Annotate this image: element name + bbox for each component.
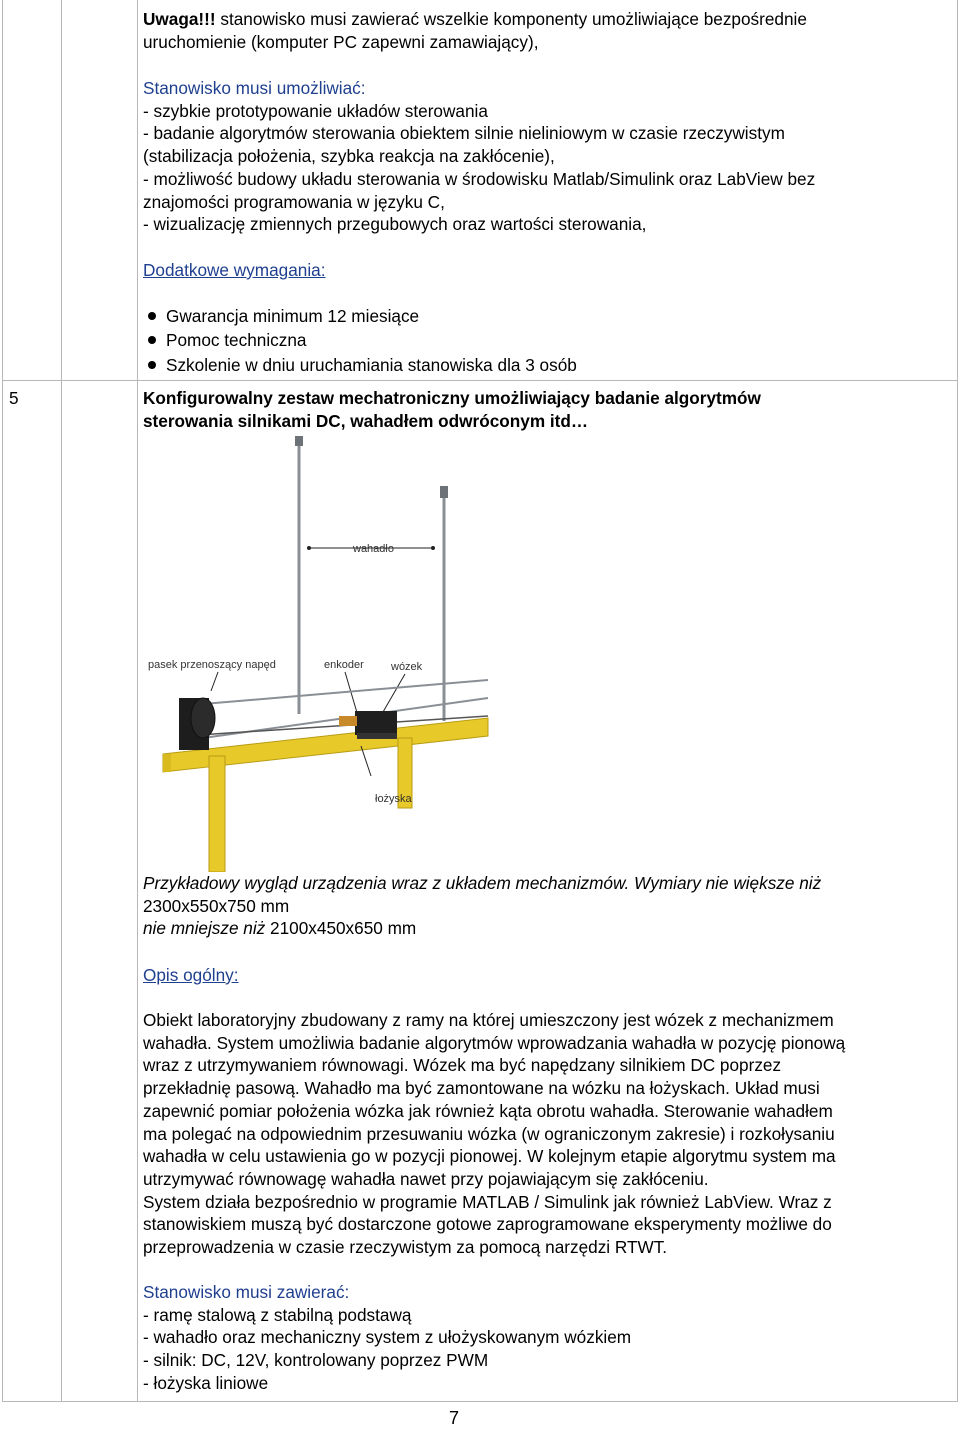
paragraph-line: Obiekt laboratoryjny zbudowany z ramy na której umieszczony jest wózek z mechanizmem <box>143 1010 834 1030</box>
table-border-left <box>2 0 3 1402</box>
must-enable-line: - wizualizację zmiennych przegubowych oraz wartości sterowania, <box>143 214 647 235</box>
row-title <box>143 387 955 432</box>
rod-cap <box>295 436 303 446</box>
paragraph-line: przeprowadzenia w czasie rzeczywistym za pomocą narzędzi RTWT. <box>143 1237 668 1258</box>
label-belt: pasek przenoszący napęd <box>148 659 276 671</box>
table-column-divider-1 <box>61 0 62 1402</box>
table-column-divider-2 <box>137 0 138 1402</box>
paragraph-line: System działa bezpośrednio w programie MATLAB / Simulink jak również LabView. Wraz z <box>143 1191 832 1212</box>
must-contain-line: - silnik: DC, 12V, kontrolowany poprzez PWM <box>143 1350 489 1371</box>
pointer-dot <box>307 546 311 550</box>
pointer-dot <box>431 546 435 550</box>
must-contain-line: - łożyska liniowe <box>143 1372 269 1393</box>
paragraph-line: stanowiskiem muszą być dostarczone gotowe zaprogramowane eksperymenty możliwe do <box>143 1214 832 1235</box>
paragraph-line: utrzymywać równowagę wahadła nawet przy pojawiającym się zakłóceniu. <box>143 1168 709 1189</box>
frame-end <box>163 754 171 772</box>
list-item <box>148 328 577 352</box>
caption-line3-label: nie mniejsze niż <box>143 918 266 939</box>
warning-label: Uwaga!!! <box>143 9 216 29</box>
must-enable-section <box>143 77 955 236</box>
label-pointer <box>383 674 405 712</box>
paragraph-line: wahadła. System umożliwia badanie algorytmów wprowadzania wahadła w pozycję pionową <box>143 1032 846 1053</box>
general-description <box>143 1009 955 1259</box>
label-bearing: łożyska <box>375 793 412 805</box>
label-pointer <box>345 672 358 716</box>
must-enable-line: znajomości programowania w języku C, <box>143 191 445 212</box>
must-enable-line: - badanie algorytmów sterowania obiektem silnie nieliniowym w czasie rzeczywistym <box>143 123 785 144</box>
bullet-icon <box>148 336 156 344</box>
paragraph-line: wraz z utrzymywaniem równowagi. Wózek ma być napędzany silnikiem DC poprzez <box>143 1055 782 1076</box>
warning-paragraph <box>143 8 955 53</box>
paragraph-line: zapewnić pomiar położenia wózka jak również kąta obrotu wahadła. Sterowanie wahadłem <box>143 1100 833 1121</box>
must-contain-heading: Stanowisko musi zawierać: <box>143 1282 350 1302</box>
general-heading-block <box>143 964 955 987</box>
paragraph-line: ma polegać na odpowiednim przesuwaniu wózka (w ograniczonym zakresie) i rozkołysaniu <box>143 1123 835 1144</box>
label-pointer <box>211 672 218 691</box>
rod-cap <box>440 486 448 498</box>
table-border-right <box>957 0 958 1402</box>
list-item-text: Pomoc techniczna <box>166 330 307 351</box>
row-title-line2: sterowania silnikami DC, wahadłem odwróconym itd… <box>143 410 589 431</box>
page-number: 7 <box>449 1408 460 1428</box>
list-item-text: Gwarancja minimum 12 miesiące <box>166 306 420 326</box>
label-pointer <box>361 746 371 776</box>
extra-requirements-heading: Dodatkowe wymagania: <box>143 260 326 280</box>
must-enable-line: - szybkie prototypowanie układów sterowania <box>143 100 488 121</box>
bullet-icon <box>148 361 156 369</box>
motor-pulley <box>191 698 215 738</box>
paragraph-line: przekładnię pasową. Wahadło ma być zamontowane na wózku na łożyskach. Układ musi <box>143 1078 820 1099</box>
must-enable-line: - możliwość budowy układu sterowania w środowisku Matlab/Simulink oraz LabView bez <box>143 168 816 189</box>
row-number: 5 <box>9 388 19 408</box>
warning-text: stanowisko musi zawierać wszelkie komponenty umożliwiające bezpośrednie <box>215 9 807 29</box>
must-contain-line: - wahadło oraz mechaniczny system z ułożyskowanym wózkiem <box>143 1327 632 1348</box>
must-enable-heading: Stanowisko musi umożliwiać: <box>143 78 366 98</box>
table-border-bottom <box>2 1401 958 1402</box>
extra-heading-block <box>143 259 955 282</box>
must-contain-line: - ramę stalową z stabilną podstawą <box>143 1304 412 1325</box>
frame-leg <box>209 756 225 872</box>
caption-line2: 2300x550x750 mm <box>143 895 290 916</box>
label-cart: wózek <box>391 661 423 673</box>
must-enable-line: (stabilizacja położenia, szybka reakcja na zakłócenie), <box>143 146 555 167</box>
list-item <box>148 353 577 377</box>
photo-caption <box>143 872 955 940</box>
label-encoder: enkoder <box>324 659 364 671</box>
label-pendulum: wahadło <box>353 543 394 555</box>
caption-line3-value: 2100x450x650 mm <box>265 918 417 939</box>
table-row-divider <box>2 380 958 381</box>
caption-line1: Przykładowy wygląd urządzenia wraz z układem mechanizmów. Wymiary nie większe niż <box>143 873 822 893</box>
bullet-icon <box>148 312 156 320</box>
general-description-heading: Opis ogólny: <box>143 965 239 985</box>
device-photo <box>143 436 498 872</box>
paragraph-line: wahadła w celu ustawienia go w pozycji pionowej. W kolejnym etapie algorytmu system ma <box>143 1146 836 1167</box>
list-item <box>148 304 577 328</box>
cart-base <box>357 733 397 739</box>
warning-text-line2: uruchomienie (komputer PC zapewni zamawiający), <box>143 31 539 52</box>
row-title-line1: Konfigurowalny zestaw mechatroniczny umożliwiający badanie algorytmów <box>143 388 761 408</box>
must-contain-section <box>143 1281 955 1395</box>
cart-body <box>355 711 397 735</box>
extra-requirements-list <box>148 304 577 377</box>
encoder-block <box>339 716 357 726</box>
list-item-text: Szkolenie w dniu uruchamiania stanowiska dla 3 osób <box>166 354 577 375</box>
